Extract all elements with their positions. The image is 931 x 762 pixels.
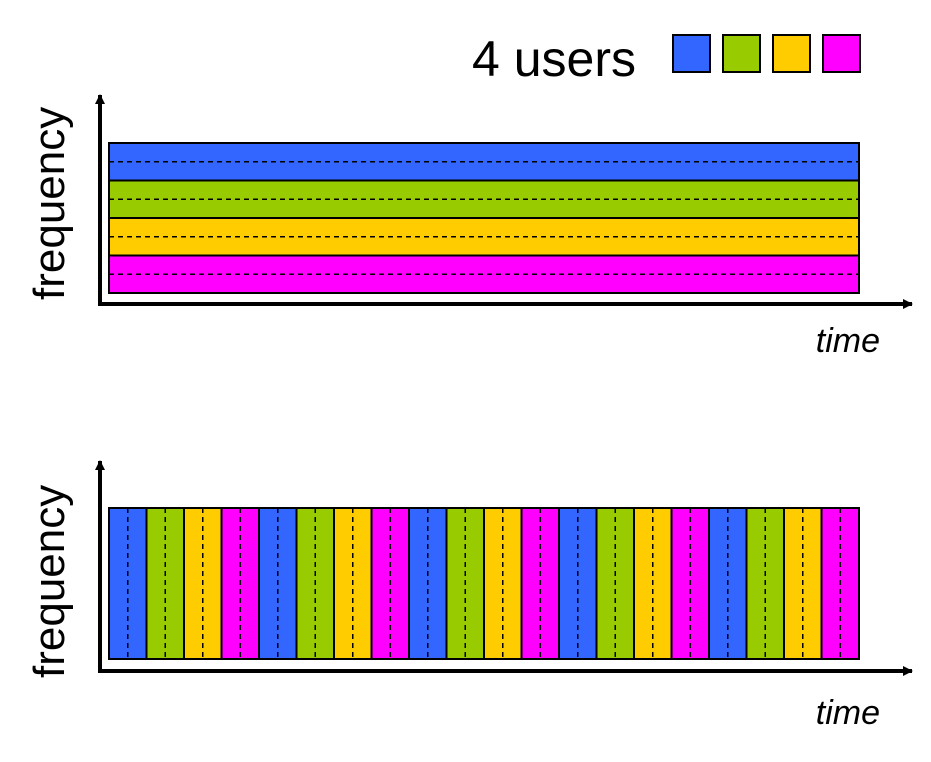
tdma-slots	[109, 508, 859, 659]
legend-swatch-user-2	[723, 35, 760, 72]
fdma-bands	[109, 143, 859, 293]
legend-swatch-user-1	[673, 35, 710, 72]
legend-title: 4 users	[472, 31, 636, 87]
fdma-x-axis-label: time	[815, 322, 880, 360]
legend	[472, 31, 860, 87]
legend-swatch-user-4	[823, 35, 860, 72]
legend-swatches	[673, 35, 860, 72]
legend-swatch-user-3	[773, 35, 810, 72]
fdma-panel	[25, 95, 912, 360]
tdma-x-axis-label: time	[815, 694, 880, 732]
tdma-panel	[25, 461, 912, 732]
tdma-y-axis-label: frequency	[25, 484, 74, 678]
fdma-y-axis-label: frequency	[25, 106, 74, 300]
